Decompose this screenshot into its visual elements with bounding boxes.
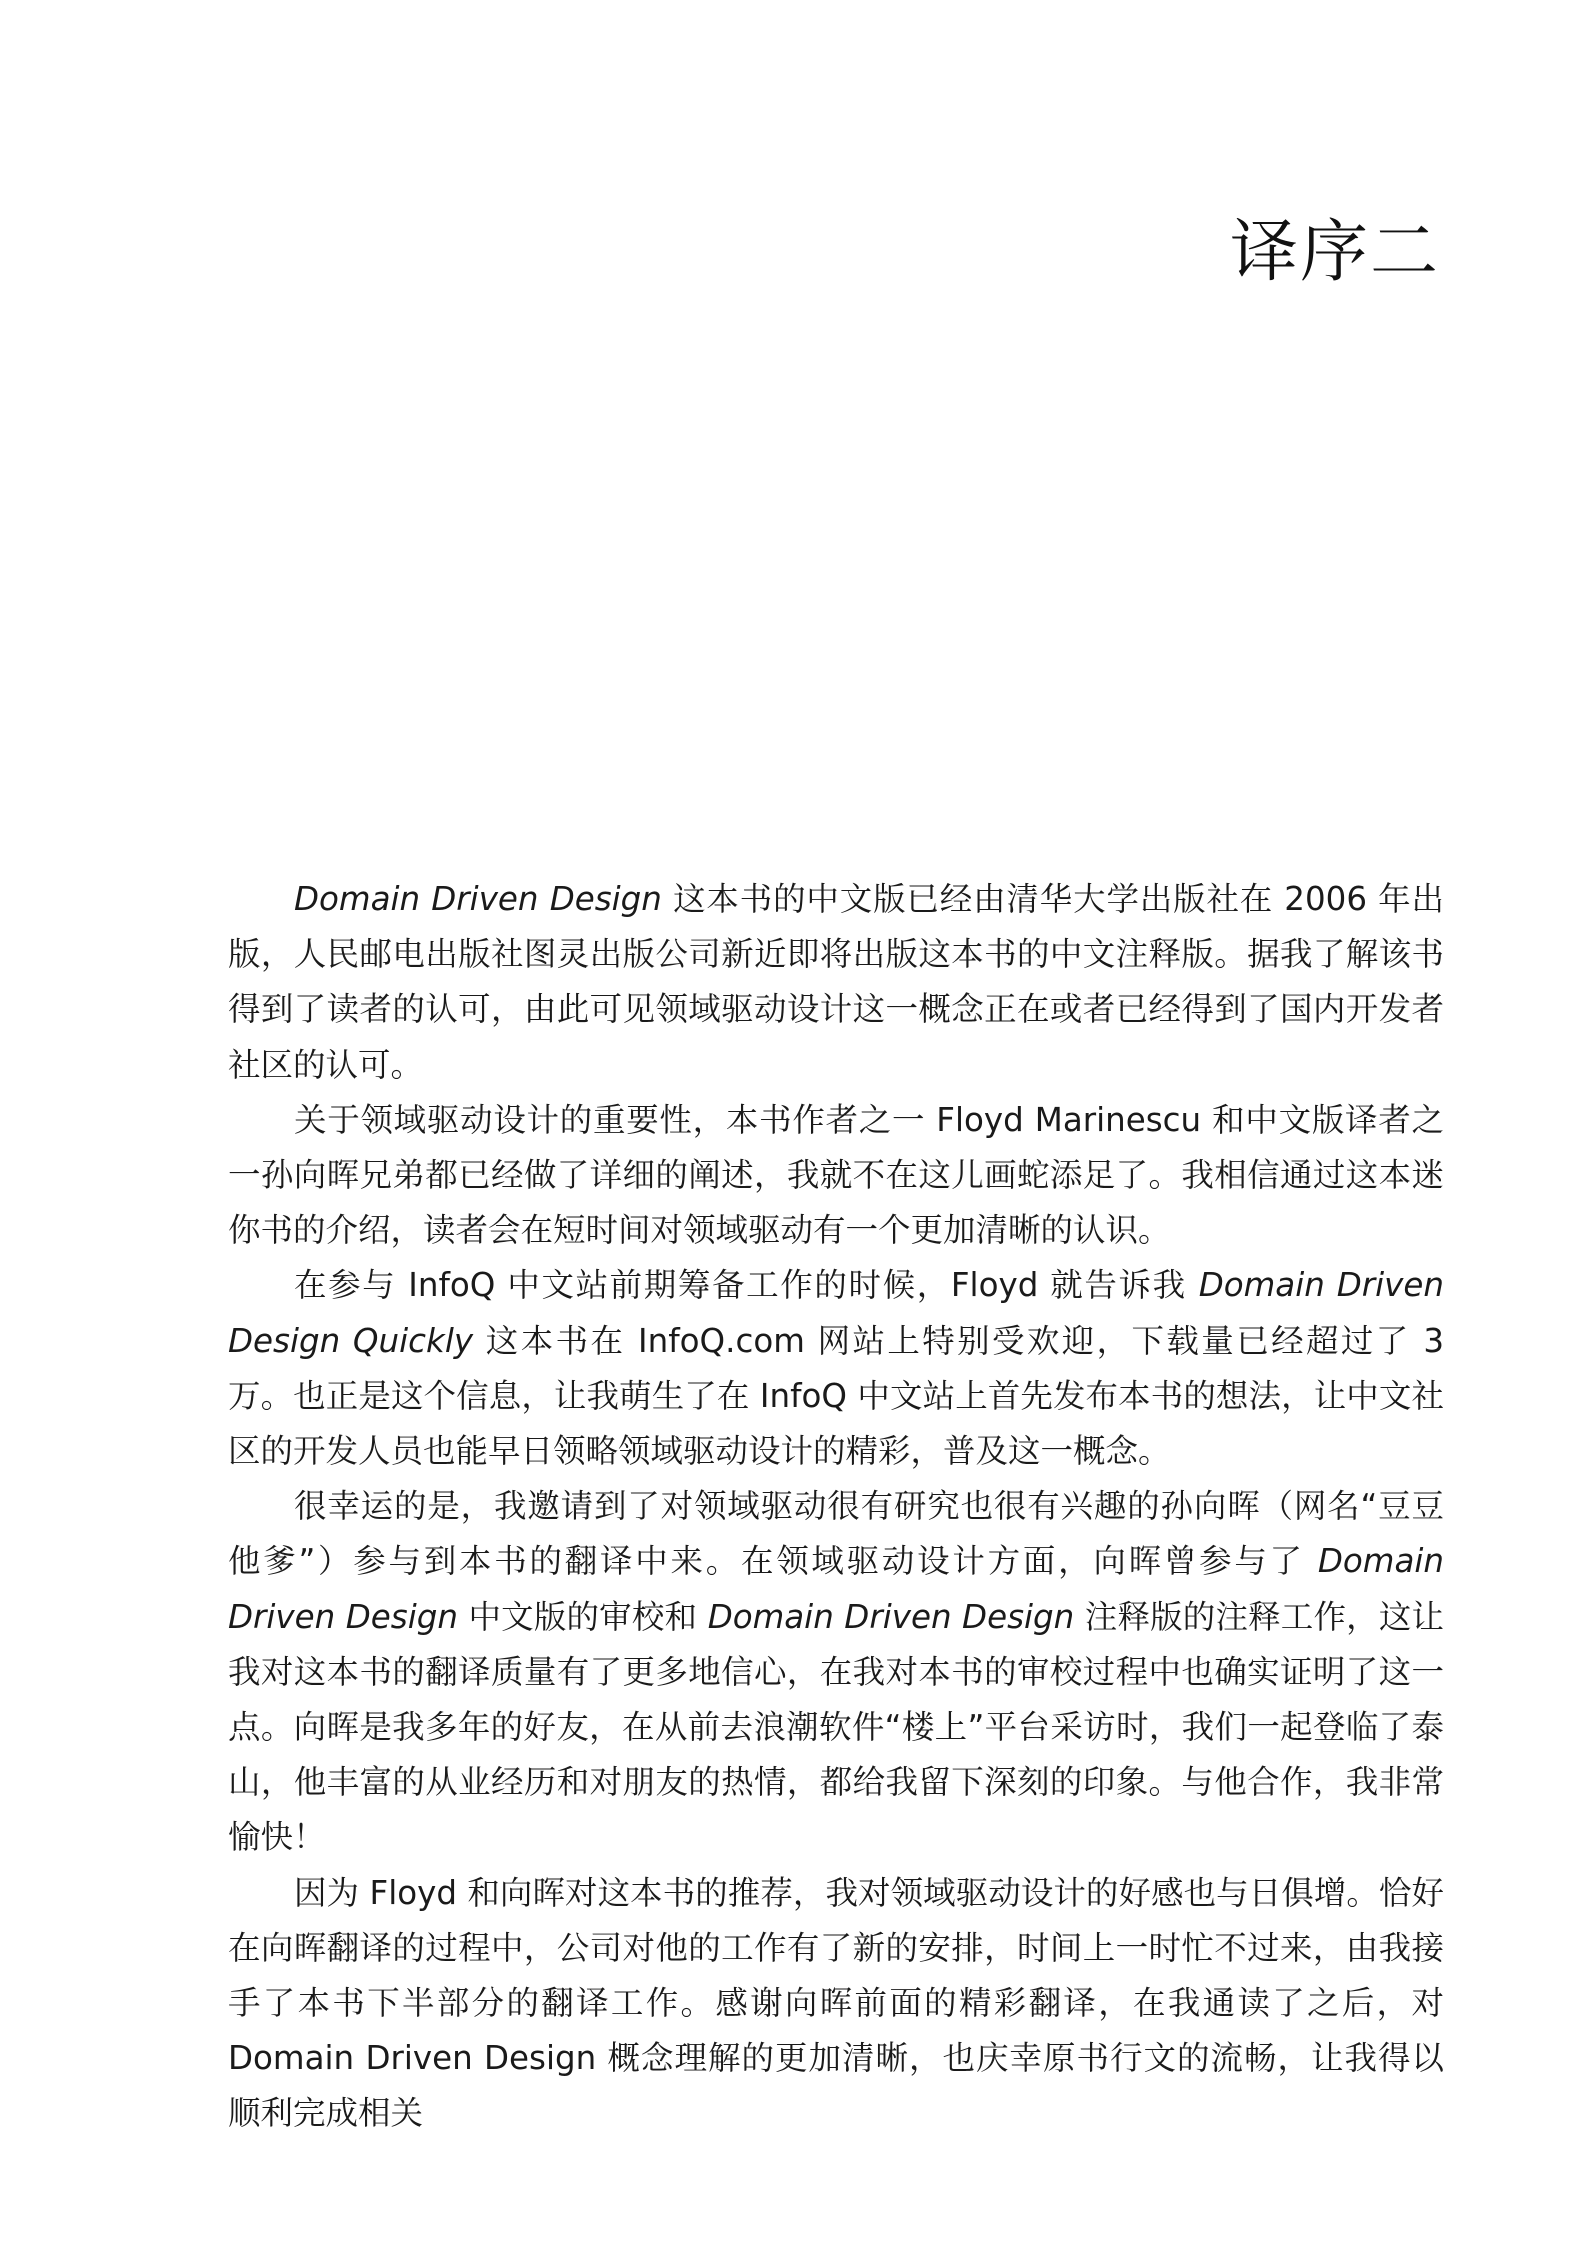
paragraph-text: 这本书在 InfoQ.com 网站上特别受欢迎，下载量已经超过了 3 万。也正是这个信息，让我萌生了在 InfoQ 中文站上首先发布本书的想法，让中文社区的开发人员也能早日领略领域驱动设计的精彩，普及这一概念。 [228,1321,1444,1471]
paragraph-text: 这本书的中文版已经由清华大学出版社在 2006 年出版，人民邮电出版社图灵出版公司新近即将出版这本书的中文注释版。据我了解该书得到了读者的认可，由此可见领域驱动设计这一概念正在或者已经得到了国内开发者社区的认可。 [228,880,1444,1084]
book-title-italic: Domain Driven Design [294,880,662,918]
body-text [228,872,1444,2142]
paragraph [228,1479,1444,1865]
book-title-italic: Domain Driven Design [707,1597,1075,1636]
book-title-italic: Domain Driven Design [228,1542,1444,1636]
paragraph-text: 中文版的审校和 [457,1597,708,1636]
paragraph [228,1866,1444,2142]
paragraph [228,1093,1444,1259]
paragraph [228,1258,1444,1479]
paragraph-text: 很幸运的是，我邀请到了对领域驱动很有研究也很有兴趣的孙向晖（网名“豆豆他爹”）参与到本书的翻译中来。在领域驱动设计方面，向晖曾参与了 [228,1487,1444,1581]
paragraph [228,872,1444,1093]
paragraph-text: 在参与 InfoQ 中文站前期筹备工作的时候，Floyd 就告诉我 [294,1266,1199,1305]
book-title-italic: Domain Driven Design Quickly [228,1266,1445,1360]
paragraph-text: 注释版的注释工作，这让我对这本书的翻译质量有了更多地信心，在我对本书的审校过程中也确实证明了这一点。向晖是我多年的好友，在从前去浪潮软件“楼上”平台采访时，我们一起登临了泰山，他丰富的从业经历和对朋友的热情，都给我留下深刻的印象。与他合作，我非常愉快！ [228,1597,1444,1857]
paragraph-text: 因为 Floyd 和向晖对这本书的推荐，我对领域驱动设计的好感也与日俱增。恰好在向晖翻译的过程中，公司对他的工作有了新的安排，时间上一时忙不过来，由我接手了本书下半部分的翻译工作。感谢向晖前面的精彩翻译，在我通读了之后，对 Domain Driven Design 概念理解的更加清晰，也庆幸原书行文的流畅，让我得以顺利完成相关 [228,1873,1444,2133]
chapter-title: 译序二 [1229,213,1440,292]
paragraph-text: 关于领域驱动设计的重要性，本书作者之一 Floyd Marinescu 和中文版译者之一孙向晖兄弟都已经做了详细的阐述，我就不在这儿画蛇添足了。我相信通过这本迷你书的介绍，读者会在短时间对领域驱动有一个更加清晰的认识。 [228,1100,1444,1250]
